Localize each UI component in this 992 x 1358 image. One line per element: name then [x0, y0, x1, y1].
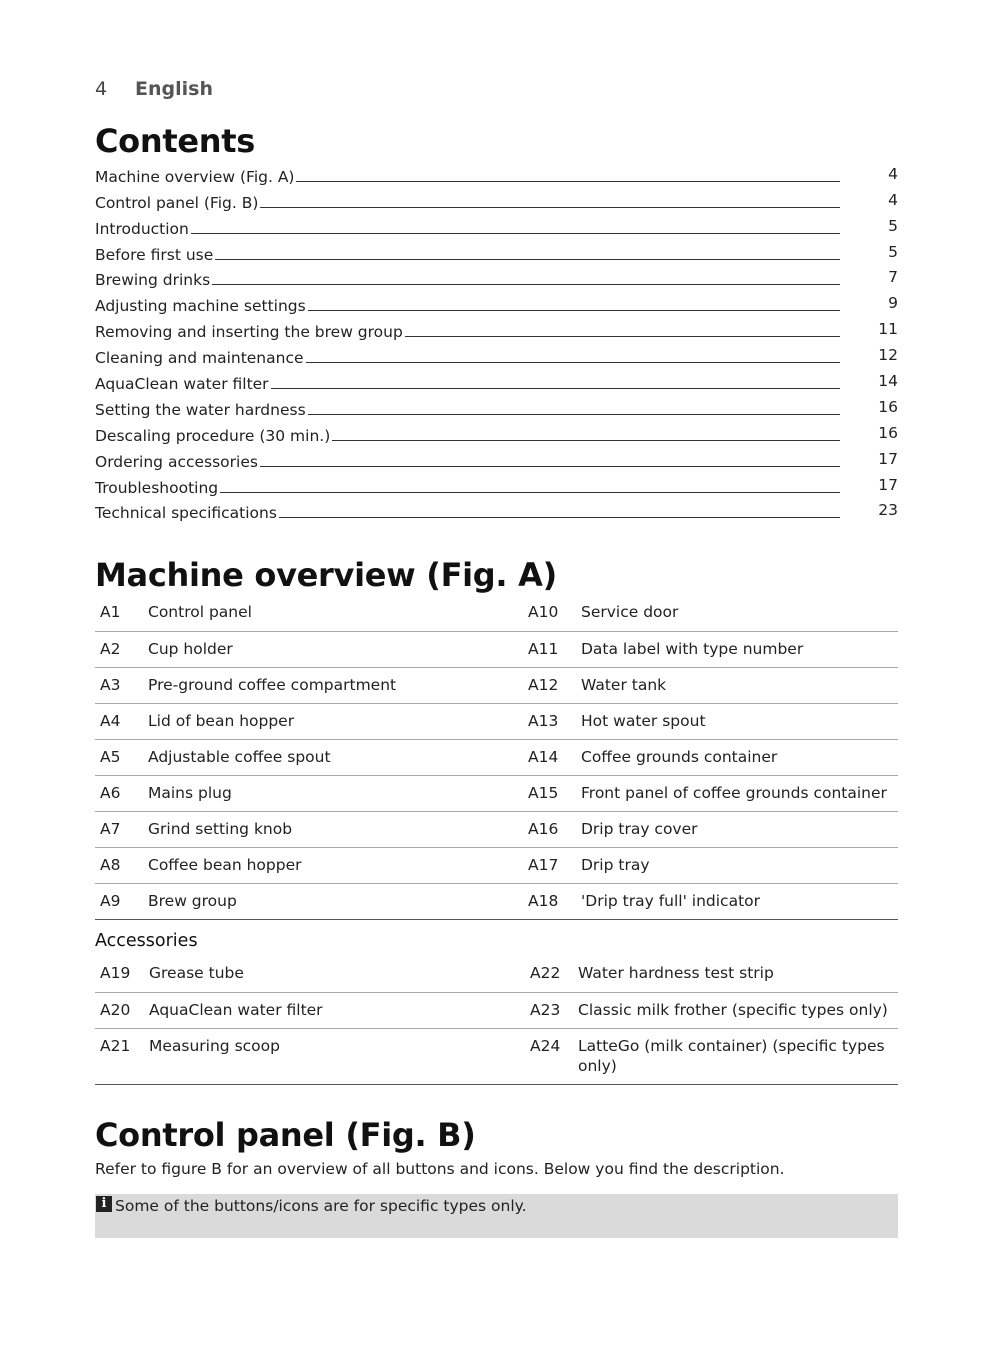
part-label: Classic milk frother (specific types only)	[578, 992, 898, 1028]
table-row	[95, 595, 898, 631]
toc-entry[interactable]	[95, 447, 898, 473]
toc-entry[interactable]	[95, 473, 898, 499]
toc-leader-line	[215, 259, 840, 260]
part-label: Coffee bean hopper	[148, 847, 528, 883]
toc-entry[interactable]	[95, 343, 898, 369]
toc-leader-line	[260, 466, 840, 467]
part-code: A20	[95, 992, 149, 1028]
toc-leader-line	[306, 362, 840, 363]
part-label: Grind setting knob	[148, 811, 528, 847]
part-label: Measuring scoop	[149, 1028, 530, 1084]
part-label: Coffee grounds container	[581, 739, 898, 775]
part-code: A16	[528, 811, 581, 847]
part-code: A13	[528, 703, 581, 739]
machine-overview-title: Machine overview (Fig. A)	[95, 556, 557, 594]
toc-entry[interactable]	[95, 395, 898, 421]
toc-leader-line	[332, 440, 840, 441]
table-row	[95, 739, 898, 775]
contents-title: Contents	[95, 122, 255, 160]
part-code: A9	[95, 883, 148, 919]
toc-leader-line	[296, 181, 840, 182]
language-label: English	[135, 78, 213, 100]
toc-entry-title: Setting the water hardness	[95, 400, 306, 419]
toc-entry-page: 23	[878, 501, 898, 520]
part-label: Service door	[581, 595, 898, 631]
toc-entry-page: 17	[878, 475, 898, 494]
toc-entry-page: 5	[888, 242, 898, 261]
table-row	[95, 992, 898, 1028]
part-label: Drip tray cover	[581, 811, 898, 847]
table-row	[95, 883, 898, 919]
part-label: Control panel	[148, 595, 528, 631]
info-icon: i	[96, 1196, 112, 1212]
toc-entry-page: 4	[888, 190, 898, 209]
toc-entry[interactable]	[95, 188, 898, 214]
toc-entry-page: 9	[888, 294, 898, 313]
toc-leader-line	[260, 207, 840, 208]
toc-entry-title: Adjusting machine settings	[95, 297, 306, 316]
accessories-table	[95, 956, 898, 1085]
toc-entry[interactable]	[95, 162, 898, 188]
part-code: A17	[528, 847, 581, 883]
page-number: 4	[95, 78, 108, 100]
part-label: LatteGo (milk container) (specific types only)	[578, 1028, 898, 1084]
table-row	[95, 667, 898, 703]
part-code: A23	[530, 992, 578, 1028]
toc-entry-title: Technical specifications	[95, 504, 277, 523]
toc-entry[interactable]	[95, 240, 898, 266]
part-code: A4	[95, 703, 148, 739]
part-label: Brew group	[148, 883, 528, 919]
part-code: A2	[95, 631, 148, 667]
toc-entry[interactable]	[95, 499, 898, 525]
toc-entry-page: 5	[888, 216, 898, 235]
table-row	[95, 775, 898, 811]
part-label: Front panel of coffee grounds container	[581, 775, 898, 811]
info-note-text: Some of the buttons/icons are for specific types only.	[115, 1197, 527, 1215]
part-label: Hot water spout	[581, 703, 898, 739]
part-label: Lid of bean hopper	[148, 703, 528, 739]
page-header	[95, 78, 213, 100]
toc-entry-page: 14	[878, 372, 898, 391]
toc-entry-title: Before first use	[95, 245, 214, 264]
part-label: Drip tray	[581, 847, 898, 883]
toc-entry-page: 7	[888, 268, 898, 287]
part-label: Cup holder	[148, 631, 528, 667]
table-row	[95, 847, 898, 883]
part-code: A7	[95, 811, 148, 847]
info-note	[95, 1194, 898, 1238]
table-row	[95, 631, 898, 667]
part-code: A22	[530, 956, 578, 992]
part-code: A12	[528, 667, 581, 703]
part-code: A6	[95, 775, 148, 811]
part-label: Adjustable coffee spout	[148, 739, 528, 775]
table-row	[95, 703, 898, 739]
control-panel-description: Refer to figure B for an overview of all buttons and icons. Below you find the description.	[95, 1160, 785, 1178]
toc-entry-title: Brewing drinks	[95, 271, 211, 290]
toc-leader-line	[220, 492, 840, 493]
part-label: Mains plug	[148, 775, 528, 811]
table-row	[95, 811, 898, 847]
toc-entry-page: 16	[878, 397, 898, 416]
toc-entry-page: 17	[878, 449, 898, 468]
part-label: 'Drip tray full' indicator	[581, 883, 898, 919]
part-code: A1	[95, 595, 148, 631]
part-label: Water hardness test strip	[578, 956, 898, 992]
toc-entry-title: Introduction	[95, 219, 189, 238]
toc-entry-page: 11	[878, 320, 898, 339]
toc-entry-title: Descaling procedure (30 min.)	[95, 426, 331, 445]
part-code: A11	[528, 631, 581, 667]
part-label: AquaClean water filter	[149, 992, 530, 1028]
toc-entry-page: 4	[888, 164, 898, 183]
toc-entry-page: 16	[878, 423, 898, 442]
toc-leader-line	[191, 233, 840, 234]
toc-leader-line	[271, 388, 840, 389]
table-of-contents	[95, 162, 898, 524]
toc-entry-title: Troubleshooting	[95, 478, 219, 497]
toc-entry-title: Removing and inserting the brew group	[95, 323, 403, 342]
toc-entry[interactable]	[95, 214, 898, 240]
part-label: Water tank	[581, 667, 898, 703]
part-code: A8	[95, 847, 148, 883]
table-row	[95, 1028, 898, 1084]
part-code: A5	[95, 739, 148, 775]
toc-entry-title: Control panel (Fig. B)	[95, 193, 259, 212]
toc-leader-line	[308, 414, 840, 415]
part-code: A24	[530, 1028, 578, 1084]
toc-leader-line	[308, 310, 840, 311]
toc-entry-title: Ordering accessories	[95, 452, 258, 471]
part-code: A18	[528, 883, 581, 919]
part-label: Grease tube	[149, 956, 530, 992]
toc-entry[interactable]	[95, 317, 898, 343]
toc-entry[interactable]	[95, 369, 898, 395]
toc-entry-title: Machine overview (Fig. A)	[95, 167, 295, 186]
toc-entry[interactable]	[95, 421, 898, 447]
part-code: A21	[95, 1028, 149, 1084]
part-code: A19	[95, 956, 149, 992]
part-label: Data label with type number	[581, 631, 898, 667]
toc-leader-line	[279, 517, 840, 518]
toc-entry[interactable]	[95, 291, 898, 317]
part-code: A14	[528, 739, 581, 775]
part-code: A3	[95, 667, 148, 703]
toc-entry[interactable]	[95, 266, 898, 292]
control-panel-title: Control panel (Fig. B)	[95, 1116, 476, 1154]
machine-overview-table	[95, 595, 898, 920]
accessories-title: Accessories	[95, 931, 198, 951]
toc-entry-title: AquaClean water filter	[95, 375, 269, 394]
table-row	[95, 956, 898, 992]
toc-leader-line	[212, 284, 840, 285]
toc-entry-title: Cleaning and maintenance	[95, 349, 304, 368]
toc-leader-line	[405, 336, 840, 337]
part-code: A15	[528, 775, 581, 811]
part-label: Pre-ground coffee compartment	[148, 667, 528, 703]
part-code: A10	[528, 595, 581, 631]
toc-entry-page: 12	[878, 346, 898, 365]
